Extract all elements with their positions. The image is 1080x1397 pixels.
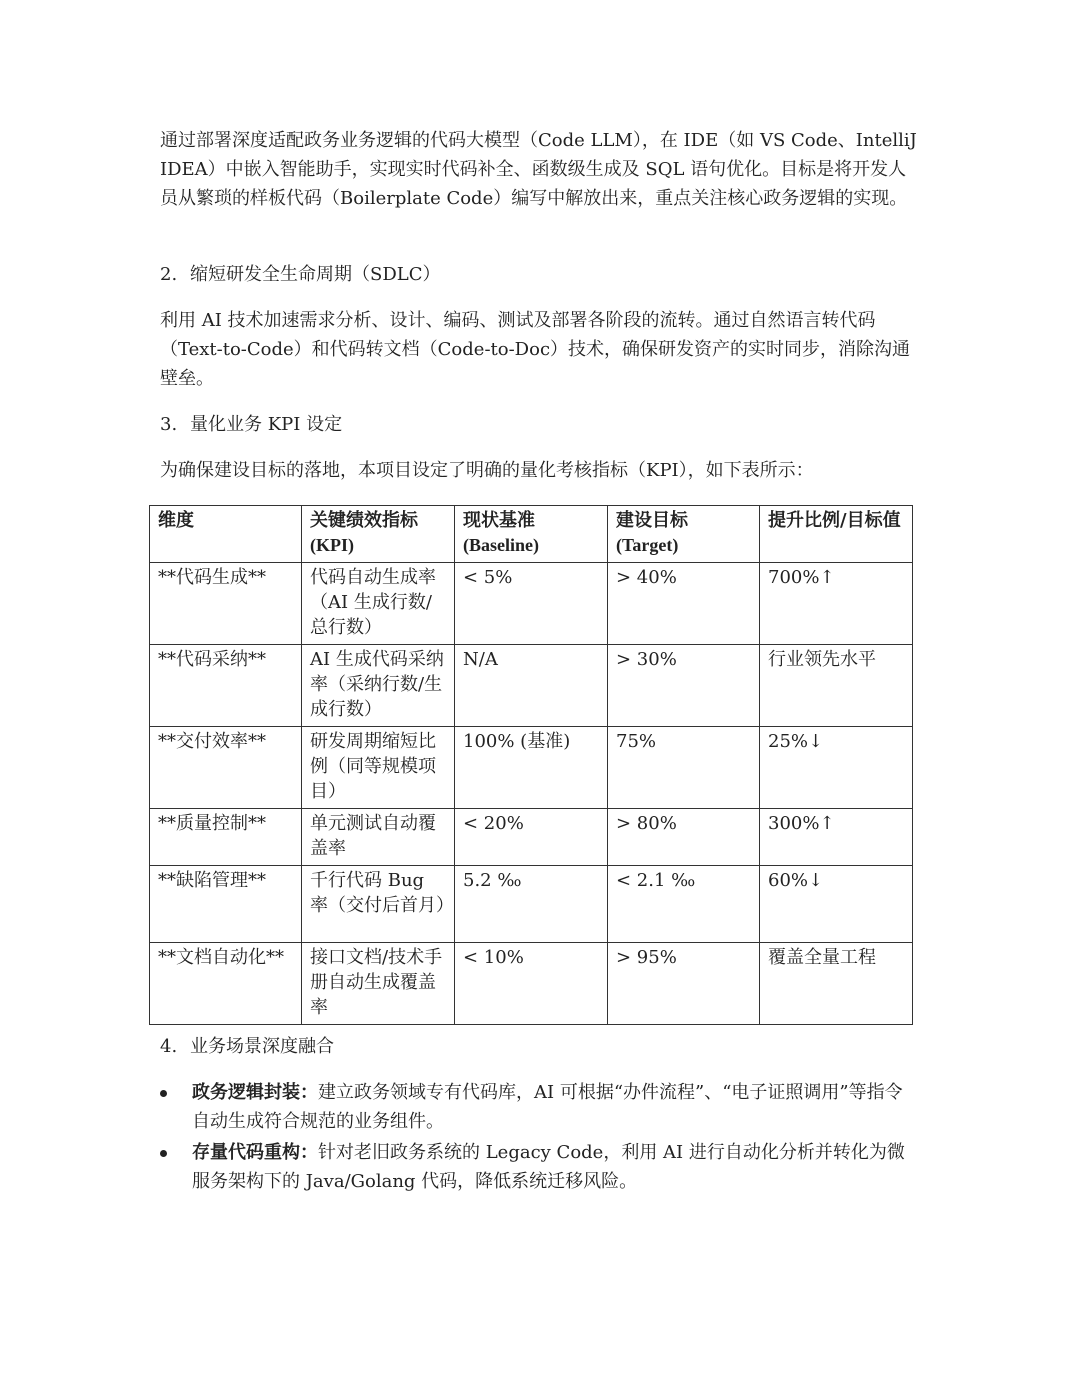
table-cell: < 2.1 ‰ bbox=[608, 866, 760, 943]
table-cell: 覆盖全量工程 bbox=[760, 943, 913, 1025]
header-kpi: 关键绩效指标 (KPI) bbox=[302, 506, 455, 563]
header-dimension: 维度 bbox=[150, 506, 302, 563]
table-row bbox=[150, 727, 913, 809]
table-cell: 300%↑ bbox=[760, 809, 913, 866]
section-title: 缩短研发全生命周期（SDLC） bbox=[190, 264, 441, 285]
table-cell: **缺陷管理** bbox=[150, 866, 302, 943]
table-cell: < 20% bbox=[455, 809, 608, 866]
table-cell: 行业领先水平 bbox=[760, 645, 913, 727]
bullet-icon bbox=[160, 1150, 167, 1157]
table-row bbox=[150, 563, 913, 645]
table-row bbox=[150, 866, 913, 943]
list-item-label: 存量代码重构： bbox=[192, 1142, 318, 1163]
table-cell: 100% (基准) bbox=[455, 727, 608, 809]
table-cell: **交付效率** bbox=[150, 727, 302, 809]
section-heading-kpi bbox=[160, 410, 342, 439]
table-row bbox=[150, 645, 913, 727]
table-cell: 接口文档/技术手册自动生成覆盖率 bbox=[302, 943, 455, 1025]
table-cell: **代码生成** bbox=[150, 563, 302, 645]
list-item-label: 政务逻辑封装： bbox=[192, 1082, 318, 1103]
table-row bbox=[150, 809, 913, 866]
table-cell: 千行代码 Bug 率（交付后首月） bbox=[302, 866, 455, 943]
table-cell: 研发周期缩短比例（同等规模项目） bbox=[302, 727, 455, 809]
intro-paragraph: 通过部署深度适配政务业务逻辑的代码大模型（Code LLM），在 IDE（如 VS Code、IntelliJ IDEA）中嵌入智能助手，实现实时代码补全、函数级生成及 SQL 语句优化。目标是将开发人员从繁琐的样板代码（Boilerplate Code）编写中解放出来，重点关注核心政务逻辑的实现。 bbox=[160, 130, 917, 209]
kpi-intro-paragraph: 为确保建设目标的落地，本项目设定了明确的量化考核指标（KPI），如下表所示： bbox=[160, 460, 814, 481]
section-number: 4. bbox=[160, 1036, 178, 1057]
scenario-list bbox=[160, 1078, 920, 1198]
header-baseline: 现状基准 (Baseline) bbox=[455, 506, 608, 563]
sdlc-paragraph: 利用 AI 技术加速需求分析、设计、编码、测试及部署各阶段的流转。通过自然语言转代码（Text-to-Code）和代码转文档（Code-to-Doc）技术，确保研发资产的实时同步，消除沟通壁垒。 bbox=[160, 310, 911, 389]
table-cell: > 80% bbox=[608, 809, 760, 866]
table-cell: 75% bbox=[608, 727, 760, 809]
header-target: 建设目标 (Target) bbox=[608, 506, 760, 563]
table-row bbox=[150, 943, 913, 1025]
table-cell: 单元测试自动覆盖率 bbox=[302, 809, 455, 866]
table-cell: AI 生成代码采纳率（采纳行数/生成行数） bbox=[302, 645, 455, 727]
table-cell: 代码自动生成率（AI 生成行数/总行数） bbox=[302, 563, 455, 645]
table-cell: **文档自动化** bbox=[150, 943, 302, 1025]
list-item bbox=[160, 1138, 920, 1196]
table-cell: < 10% bbox=[455, 943, 608, 1025]
table-cell: 25%↓ bbox=[760, 727, 913, 809]
list-item-text: 针对老旧政务系统的 Legacy Code，利用 AI 进行自动化分析并转化为微服务架构下的 Java/Golang 代码，降低系统迁移风险。 bbox=[192, 1142, 905, 1192]
section-title: 业务场景深度融合 bbox=[190, 1036, 334, 1057]
section-number: 2. bbox=[160, 264, 178, 285]
table-cell: > 95% bbox=[608, 943, 760, 1025]
bullet-icon bbox=[160, 1090, 167, 1097]
table-cell: < 5% bbox=[455, 563, 608, 645]
section-title: 量化业务 KPI 设定 bbox=[190, 414, 343, 435]
section-heading-scenarios bbox=[160, 1032, 334, 1061]
table-cell: 60%↓ bbox=[760, 866, 913, 943]
table-cell: 700%↑ bbox=[760, 563, 913, 645]
table-header-row bbox=[150, 506, 913, 563]
table-cell: N/A bbox=[455, 645, 608, 727]
list-item-text: 建立政务领域专有代码库，AI 可根据“办件流程”、“电子证照调用”等指令自动生成符合规范的业务组件。 bbox=[192, 1082, 903, 1132]
table-cell: **代码采纳** bbox=[150, 645, 302, 727]
table-cell: > 30% bbox=[608, 645, 760, 727]
table-cell: **质量控制** bbox=[150, 809, 302, 866]
kpi-table bbox=[149, 505, 913, 1025]
section-number: 3. bbox=[160, 414, 178, 435]
list-item bbox=[160, 1078, 920, 1136]
header-improvement: 提升比例/目标值 bbox=[760, 506, 913, 563]
table-cell: 5.2 ‰ bbox=[455, 866, 608, 943]
section-heading-sdlc bbox=[160, 260, 441, 289]
table-cell: > 40% bbox=[608, 563, 760, 645]
